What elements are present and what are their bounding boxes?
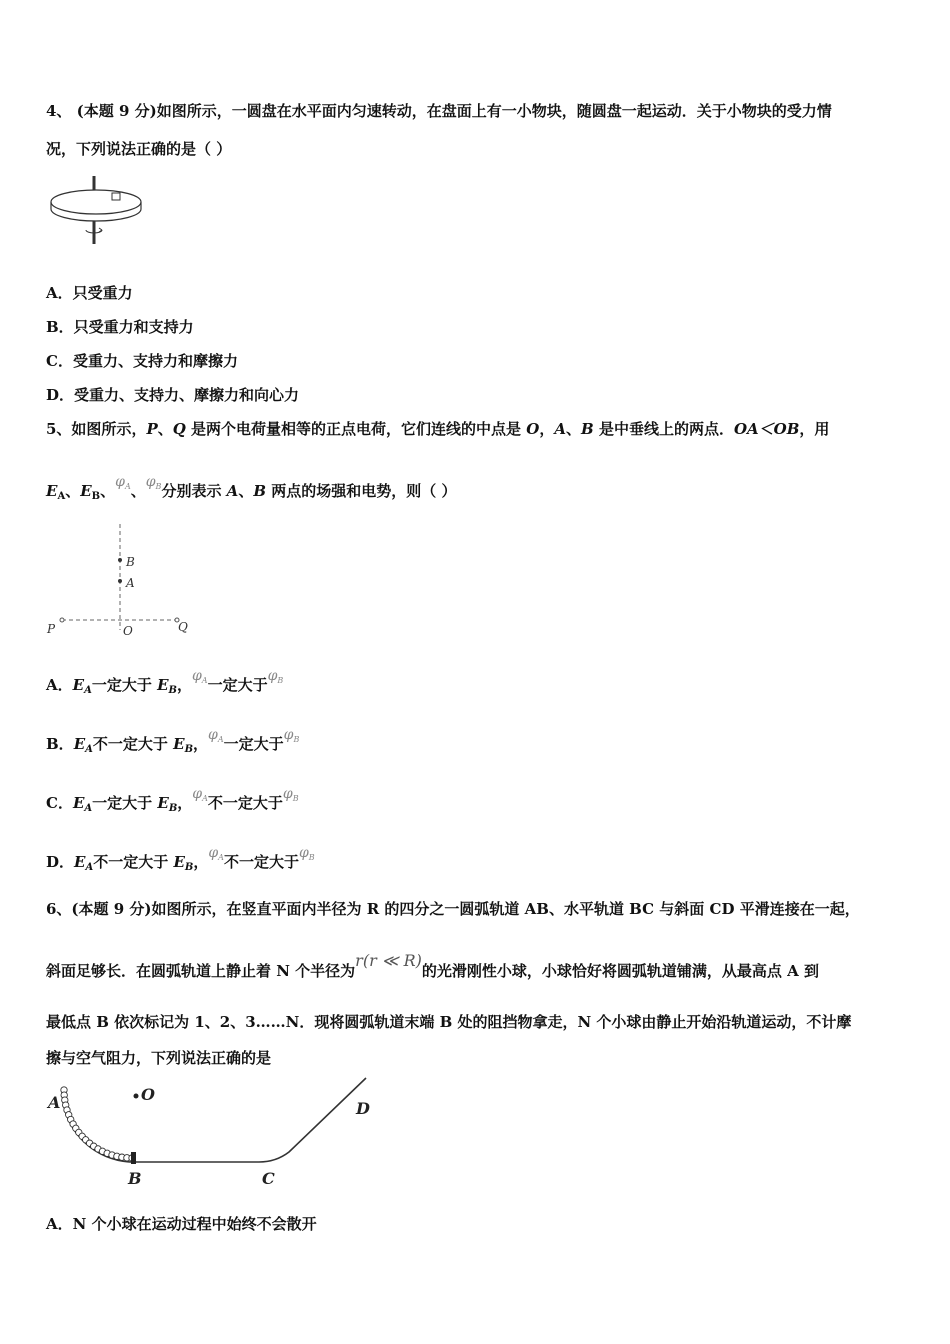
q4-option-d: D．受重力、支持力、摩擦力和向心力 — [46, 386, 300, 404]
label-o: O — [123, 624, 133, 638]
q6-stem-line4: 擦与空气阻力，下列说法正确的是 — [46, 1049, 272, 1067]
q4-option-b: B．只受重力和支持力 — [46, 318, 194, 336]
phi-b-symbol: $\varphi_B$ — [283, 727, 300, 744]
q6-stem-line1: 6、(本题 9 分)如图所示，在竖直平面内半径为 R 的四分之一圆弧轨道 AB、水平轨道 BC 与斜面 CD 平滑连接在一起， — [46, 900, 860, 918]
label-a: A — [48, 1093, 61, 1112]
label-b: B — [126, 555, 135, 569]
phi-a-symbol: $\varphi_A$ — [191, 668, 208, 685]
phi-b-symbol: $\varphi_B$ — [145, 474, 162, 491]
q5-option-c: C．$E_A$一定大于 $E_B$，$\varphi_A$不一定大于$\varphi_B$ — [46, 786, 299, 814]
rotating-disk-figure — [46, 172, 146, 248]
q5-stem-line1: 5、如图所示，P、Q 是两个电荷量相等的正点电荷，它们连线的中点是 O，A、B 是中垂线上的两点．OA＜OB，用 — [46, 420, 830, 438]
q4-stem-line1: 4、 (本题 9 分)如图所示，一圆盘在水平面内匀速转动，在盘面上有一小物块，随圆盘一起运动．关于小物块的受力情 — [46, 102, 832, 120]
formula-r-much-less-than-r: r(r ≪ R) — [355, 951, 422, 970]
phi-b-symbol: $\varphi_B$ — [267, 668, 284, 685]
q4-option-c: C．受重力、支持力和摩擦力 — [46, 352, 238, 370]
label-b: B — [128, 1169, 142, 1188]
q5-option-a: A．$E_A$一定大于 $E_B$，$\varphi_A$一定大于$\varphi_B$ — [46, 668, 284, 696]
label-o: O — [141, 1085, 155, 1104]
q5-stem-line2: $E_A$、$E_B$、$\varphi_A$、$\varphi_B$分别表示 A、B 两点的场强和电势，则（ ） — [46, 474, 457, 502]
charges-figure — [44, 520, 194, 642]
q5-option-b: B．$E_A$不一定大于 $E_B$，$\varphi_A$一定大于$\varphi_B$ — [46, 727, 300, 755]
q6-stem-line3: 最低点 B 依次标记为 1、2、3……N．现将圆弧轨道末端 B 处的阻挡物拿走，N 个小球由静止开始沿轨道运动，不计摩 — [46, 1013, 852, 1031]
phi-a-symbol: $\varphi_A$ — [208, 845, 224, 862]
phi-b-symbol: $\varphi_B$ — [282, 786, 299, 803]
q5-option-d: D．$E_A$不一定大于 $E_B$，$\varphi_A$不一定大于$\varphi_B$ — [46, 845, 315, 873]
phi-b-symbol: $\varphi_B$ — [298, 845, 315, 862]
label-c: C — [262, 1169, 275, 1188]
label-d: D — [356, 1099, 370, 1118]
phi-a-symbol: $\varphi_A$ — [115, 474, 131, 491]
track-figure — [44, 1074, 384, 1194]
q4-option-a: A．只受重力 — [46, 284, 133, 302]
label-a: A — [126, 576, 135, 590]
phi-a-symbol: $\varphi_A$ — [192, 786, 208, 803]
label-q: Q — [178, 620, 188, 634]
phi-a-symbol: $\varphi_A$ — [208, 727, 224, 744]
small-balls — [61, 1087, 135, 1161]
q4-stem-line2: 况，下列说法正确的是（ ） — [46, 140, 232, 158]
q6-stem-line2: 斜面足够长．在圆弧轨道上静止着 N 个半径为r(r ≪ R)的光滑刚性小球，小球恰好将圆弧轨道铺满，从最高点 A 到 — [46, 951, 820, 980]
label-p: P — [47, 622, 56, 636]
q6-option-a: A．N 个小球在运动过程中始终不会散开 — [46, 1215, 317, 1233]
